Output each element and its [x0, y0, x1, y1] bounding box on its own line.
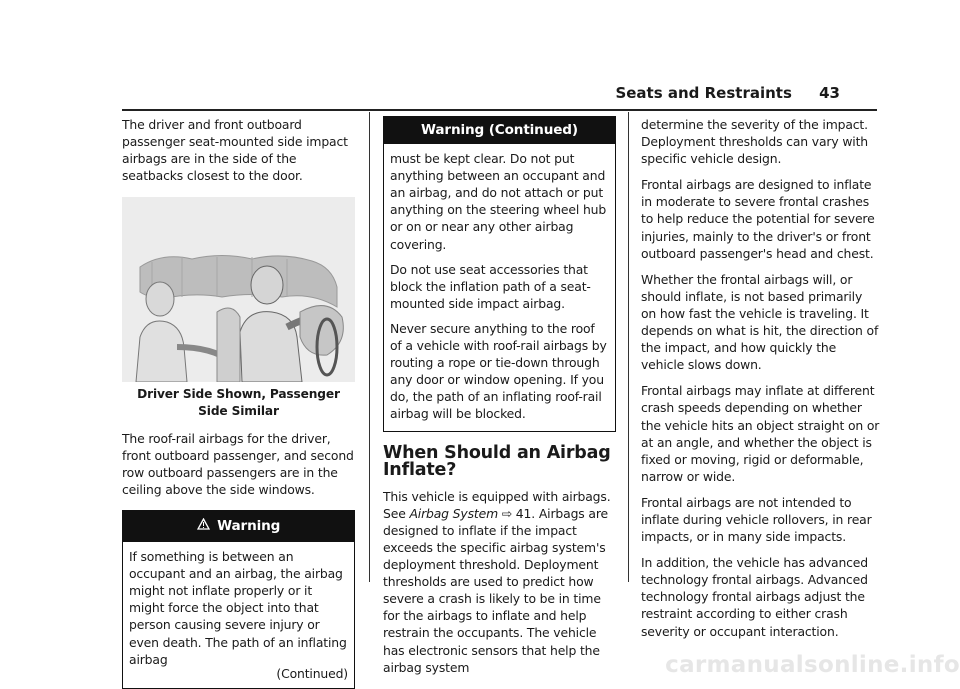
section-heading: When Should an Airbag Inflate? [383, 442, 611, 480]
paragraph: In addition, the vehicle has advanced technology frontal airbags. Advanced technology frontal airbags adjust the restraint according to either crash severity or occupant interaction. [641, 555, 868, 639]
warning-continued-header: Warning (Continued) [384, 117, 615, 144]
paragraph: The driver and front outboard passenger seat-mounted side impact airbags are in the side of the seatbacks closest to the door. [122, 117, 348, 184]
paragraph: The roof-rail airbags for the driver, front outboard passenger, and second row outboard passengers are in the ceiling above the side windows. [122, 430, 354, 497]
warning-text: must be kept clear. Do not put anything between an occupant and an airbag, and do not attach or put anything on the steering wheel hub or on or near any other airbag covering. [390, 151, 607, 252]
warning-box [122, 510, 355, 689]
warning-text: Never secure anything to the roof of a vehicle with roof-rail airbags by routing a rope or tie-down through any door or window opening. If you do, the path of an inflating roof-rail airbag will be blocked. [390, 320, 607, 422]
paragraph: Frontal airbags may inflate at different crash speeds depending on whether the vehicle hits an object straight on or at an angle, and whether the object is fixed or moving, rigid or deformable, narrow or wide. [641, 383, 880, 484]
airbag-illustration-graphic [122, 197, 355, 382]
airbag-system-link[interactable]: Airbag System [409, 505, 498, 521]
warning-body [123, 542, 354, 688]
column-2 [383, 116, 616, 685]
warning-header [123, 511, 354, 542]
column-3 [641, 116, 881, 649]
paragraph: This vehicle is equipped with airbags. See Airbag System ⇨ 41. Airbags are designed to inflate if the impact exceeds the specific airbag system's deployment threshold. Deployment thresholds are used to predict how severe a crash is likely to be in time for the airbags to inflate and help restrain the occupants. The vehicle has electronic sensors that help the airbag system [383, 488, 611, 675]
warning-text: Do not use seat accessories that block the inflation path of a seat-mounted side impact airbag. [390, 261, 591, 311]
continued-label: (Continued) [276, 665, 348, 681]
warning-text: If something is between an occupant and an airbag, the airbag might not inflate properly or it might force the object into that person causing severe injury or even death. The path of an inflating airbag [129, 549, 347, 667]
page-reference[interactable]: ⇨ 41 [501, 505, 532, 521]
warning-title: Warning [217, 517, 281, 534]
warning-continued-box [383, 116, 616, 432]
page-header [615, 84, 840, 102]
figure-caption: Driver Side Shown, Passenger Side Similar [137, 387, 340, 419]
paragraph: Whether the frontal airbags will, or should inflate, is not based primarily on how fast the vehicle is traveling. It depends on what is hit, the direction of the impact, and how quickly the vehicle slows down. [641, 271, 879, 373]
column-1 [122, 116, 355, 689]
page-number: 43 [819, 84, 840, 102]
column-divider-1 [369, 112, 370, 582]
paragraph: determine the severity of the impact. Deployment thresholds can vary with specific vehicle design. [641, 117, 869, 167]
paragraph: Frontal airbags are designed to inflate in moderate to severe frontal crashes to help reduce the potential for severe injuries, mainly to the driver's or front outboard passenger's head and chest. [641, 177, 875, 261]
header-rule [122, 109, 877, 111]
watermark: carmanualsonline.info [665, 652, 960, 678]
warning-triangle-icon [197, 519, 214, 534]
section-title: Seats and Restraints [615, 84, 792, 102]
warning-body [384, 144, 615, 430]
paragraph: Frontal airbags are not intended to inflate during vehicle rollovers, in rear impacts, or in many side impacts. [641, 494, 872, 545]
column-divider-2 [628, 112, 629, 582]
airbag-illustration [122, 197, 355, 382]
